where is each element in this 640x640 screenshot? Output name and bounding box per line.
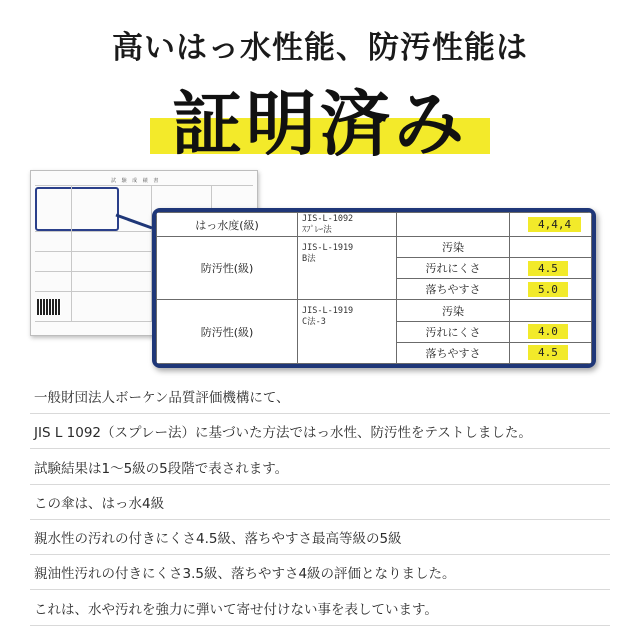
sub-cell: 汚れにくさ [397,258,510,279]
description-line: 一般財団法人ボーケン品質評価機構にて、 [30,383,610,414]
headline: 証明済み [172,83,468,165]
zoomed-result-table [152,208,596,368]
water-repellency-value: 4,4,4 [528,217,581,232]
sub-cell: 汚染 [397,300,510,321]
document-highlight-box [35,187,119,231]
description-line: 親油性汚れの付きにくさ3.5級、落ちやすさ4級の評価となりました。 [30,559,610,590]
sub-cell: 落ちやすさ [397,342,510,363]
table-row [157,300,592,321]
stain-resistance-b-label: 防汚性(級) [157,237,298,300]
description-line: 試験結果は1～5級の5段階で表されます。 [30,454,610,485]
grade-value: 4.5 [528,261,568,276]
table-row [157,237,592,258]
page-title: 高いはっ水性能、防汚性能は [112,30,528,66]
description-line: この傘は、はっ水4級 [30,489,610,520]
standard-cell: JIS-L-1919 C法-3 [298,300,397,364]
value-cell [510,300,592,321]
sub-cell: 汚れにくさ [397,321,510,342]
stain-resistance-c-label: 防汚性(級) [157,300,298,364]
value-cell [510,342,592,363]
sub-cell: 落ちやすさ [397,279,510,300]
description-line: 親水性の汚れの付きにくさ4.5級、落ちやすさ最高等級の5級 [30,524,610,555]
value-cell [510,279,592,300]
description-list [30,383,610,630]
result-table [156,212,592,364]
sub-cell: 汚染 [397,237,510,258]
standard-cell: JIS-L-1092 ｽﾌﾟﾚｰ法 [298,213,397,237]
value-cell [510,258,592,279]
value-cell [510,213,592,237]
grade-value: 4.0 [528,324,568,339]
barcode-icon [37,299,61,315]
water-repellency-label: はっ水度(級) [157,213,298,237]
grade-value: 4.5 [528,345,568,360]
table-row [157,213,592,237]
document-header-decoration: 試 験 成 績 書 [111,178,161,184]
standard-cell: JIS-L-1919 B法 [298,237,397,300]
grade-value: 5.0 [528,282,568,297]
sub-cell [397,213,510,237]
description-line: JIS L 1092（スプレー法）に基づいた方法ではっ水性、防汚性をテストしました。 [30,418,610,449]
value-cell [510,321,592,342]
value-cell [510,237,592,258]
description-line: これは、水や汚れを強力に弾いて寄せ付けない事を表しています。 [30,595,610,626]
